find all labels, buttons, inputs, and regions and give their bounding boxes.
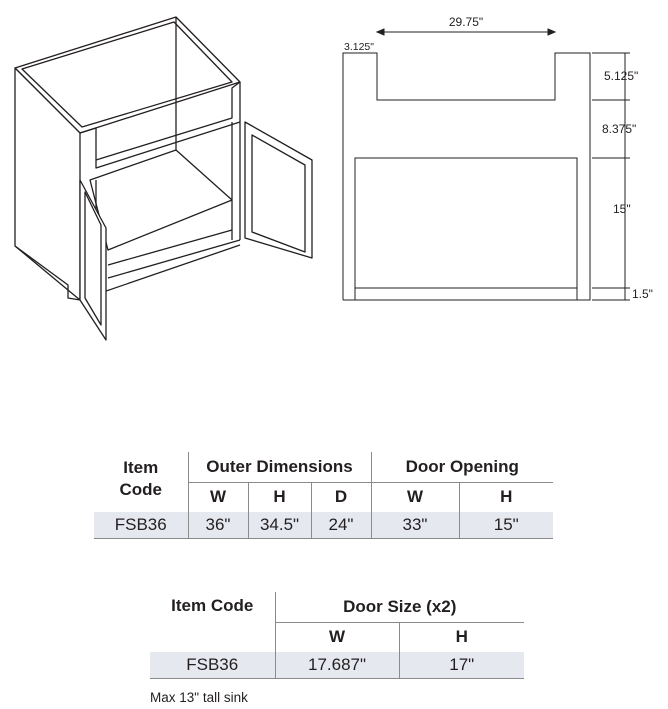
item-code-cell: FSB36: [94, 512, 188, 539]
door-h-cell: 15": [459, 512, 553, 539]
sink-note: Max 13" tall sink: [150, 690, 248, 705]
item-code-cell: FSB36: [150, 652, 275, 679]
table-row: [150, 652, 524, 679]
subheader-door-h: H: [459, 482, 553, 512]
dim-2: 8.375": [602, 122, 637, 136]
door-opening-header: Door Opening: [371, 452, 553, 482]
table-row: [94, 512, 553, 539]
dim-1: 5.125": [604, 69, 639, 83]
cabinet-front-elevation: [343, 29, 630, 300]
dim-3: 15": [613, 202, 631, 216]
subheader-outer-w: W: [188, 482, 248, 512]
item-code-header: Item Code: [171, 596, 254, 615]
outer-w-cell: 36": [188, 512, 248, 539]
cabinet-isometric: [15, 17, 312, 340]
dim-4: 1.5": [632, 287, 653, 301]
door-size-header: Door Size (x2): [275, 592, 524, 622]
subheader-door-size-w: W: [275, 622, 399, 652]
subheader-door-size-h: H: [399, 622, 524, 652]
subheader-outer-d: D: [311, 482, 371, 512]
dimensions-table: [94, 452, 553, 539]
subheader-outer-h: H: [248, 482, 311, 512]
door-size-table: [150, 592, 524, 679]
dim-side-stile: 3.125": [344, 41, 375, 53]
item-code-header: Item Code: [119, 458, 162, 499]
subheader-door-w: W: [371, 482, 459, 512]
door-w-cell: 33": [371, 512, 459, 539]
door-size-h-cell: 17": [399, 652, 524, 679]
outer-dimensions-header: Outer Dimensions: [188, 452, 371, 482]
outer-d-cell: 24": [311, 512, 371, 539]
door-size-w-cell: 17.687": [275, 652, 399, 679]
dim-top-width: 29.75": [448, 15, 484, 29]
outer-h-cell: 34.5": [248, 512, 311, 539]
